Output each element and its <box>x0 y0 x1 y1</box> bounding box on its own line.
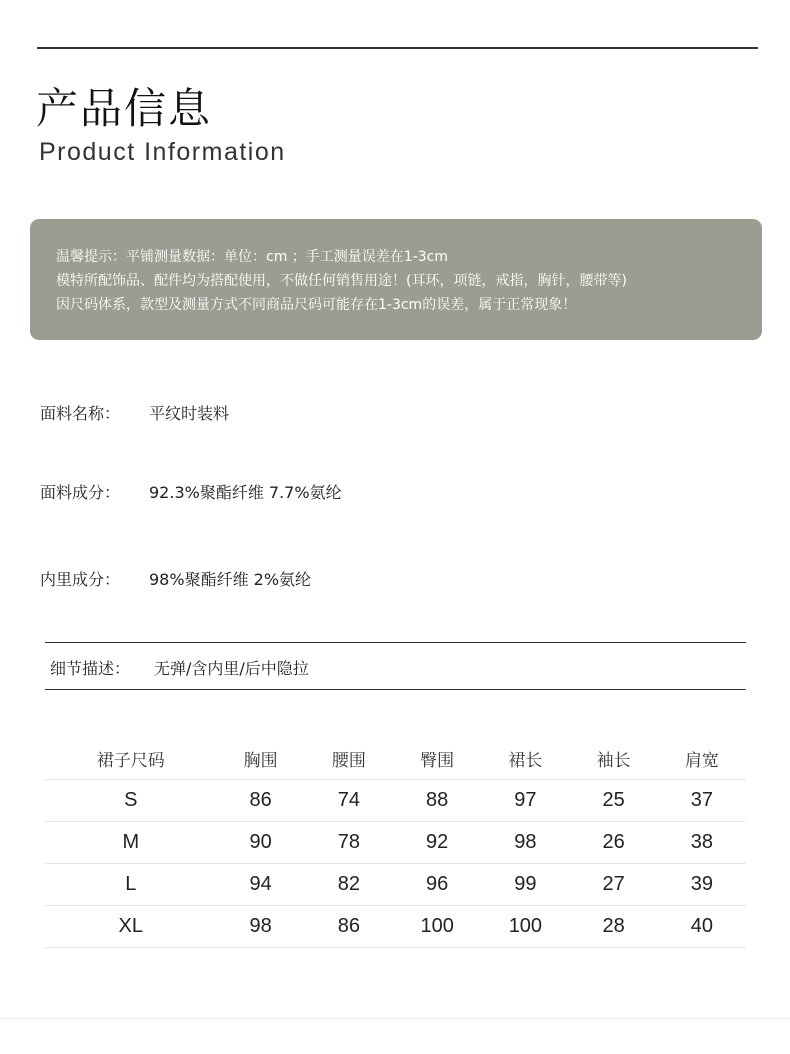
size-table-header <box>45 738 746 780</box>
table-cell: 26 <box>570 822 658 864</box>
table-cell: M <box>45 822 217 864</box>
table-cell: 98 <box>481 822 569 864</box>
notice-box <box>30 219 762 340</box>
table-cell: 78 <box>305 822 393 864</box>
table-row <box>45 906 746 948</box>
detail-row <box>50 656 309 679</box>
fabric-composition-row <box>40 480 342 503</box>
table-cell: 99 <box>481 864 569 906</box>
table-cell: 92 <box>393 822 481 864</box>
fabric-name-row <box>40 401 229 424</box>
detail-section <box>45 642 746 690</box>
table-cell: 86 <box>217 780 305 822</box>
table-cell: 82 <box>305 864 393 906</box>
notice-line: 模特所配饰品、配件均为搭配使用，不做任何销售用途！(耳环，项链，戒指，胸针，腰带等) <box>56 273 627 289</box>
fabric-name-label: 面料名称： <box>40 404 121 423</box>
notice-line: 温馨提示：平铺测量数据：单位：cm ；手工测量误差在1-3cm <box>56 249 448 265</box>
fabric-composition-value: 92.3%聚酯纤维 7.7%氨纶 <box>149 483 342 502</box>
table-cell: 88 <box>393 780 481 822</box>
table-cell: 97 <box>481 780 569 822</box>
table-cell: 40 <box>658 906 746 948</box>
table-cell: 96 <box>393 864 481 906</box>
bottom-divider <box>0 1018 790 1019</box>
lining-composition-row <box>40 567 311 590</box>
top-divider <box>37 47 758 49</box>
table-cell: 74 <box>305 780 393 822</box>
fabric-name-value: 平纹时装料 <box>149 404 230 423</box>
table-cell: 98 <box>217 906 305 948</box>
header-cell: 胸围 <box>217 738 305 780</box>
page-subtitle: Product Information <box>39 138 286 166</box>
table-cell: 25 <box>570 780 658 822</box>
header-cell: 裙子尺码 <box>45 738 217 780</box>
table-row <box>45 864 746 906</box>
notice-line: 因尺码体系，款型及测量方式不同商品尺码可能存在1-3cm的误差，属于正常现象！ <box>56 297 577 313</box>
header-cell: 袖长 <box>570 738 658 780</box>
detail-label: 细节描述： <box>50 659 131 678</box>
table-cell: 38 <box>658 822 746 864</box>
header-cell: 腰围 <box>305 738 393 780</box>
size-table <box>45 738 746 948</box>
table-cell: 27 <box>570 864 658 906</box>
lining-composition-label: 内里成分： <box>40 570 121 589</box>
table-cell: 90 <box>217 822 305 864</box>
fabric-composition-label: 面料成分： <box>40 483 121 502</box>
table-cell: 94 <box>217 864 305 906</box>
table-cell: 100 <box>393 906 481 948</box>
lining-composition-value: 98%聚酯纤维 2%氨纶 <box>149 570 312 589</box>
header-cell: 臀围 <box>393 738 481 780</box>
table-cell: 86 <box>305 906 393 948</box>
detail-value: 无弹/含内里/后中隐拉 <box>154 659 309 678</box>
table-cell: 28 <box>570 906 658 948</box>
table-cell: S <box>45 780 217 822</box>
table-cell: 100 <box>481 906 569 948</box>
page-title: 产品信息 <box>36 84 213 133</box>
table-cell: 39 <box>658 864 746 906</box>
table-row <box>45 822 746 864</box>
table-cell: 37 <box>658 780 746 822</box>
table-row <box>45 780 746 822</box>
table-cell: L <box>45 864 217 906</box>
header-cell: 肩宽 <box>658 738 746 780</box>
header-cell: 裙长 <box>481 738 569 780</box>
table-cell: XL <box>45 906 217 948</box>
